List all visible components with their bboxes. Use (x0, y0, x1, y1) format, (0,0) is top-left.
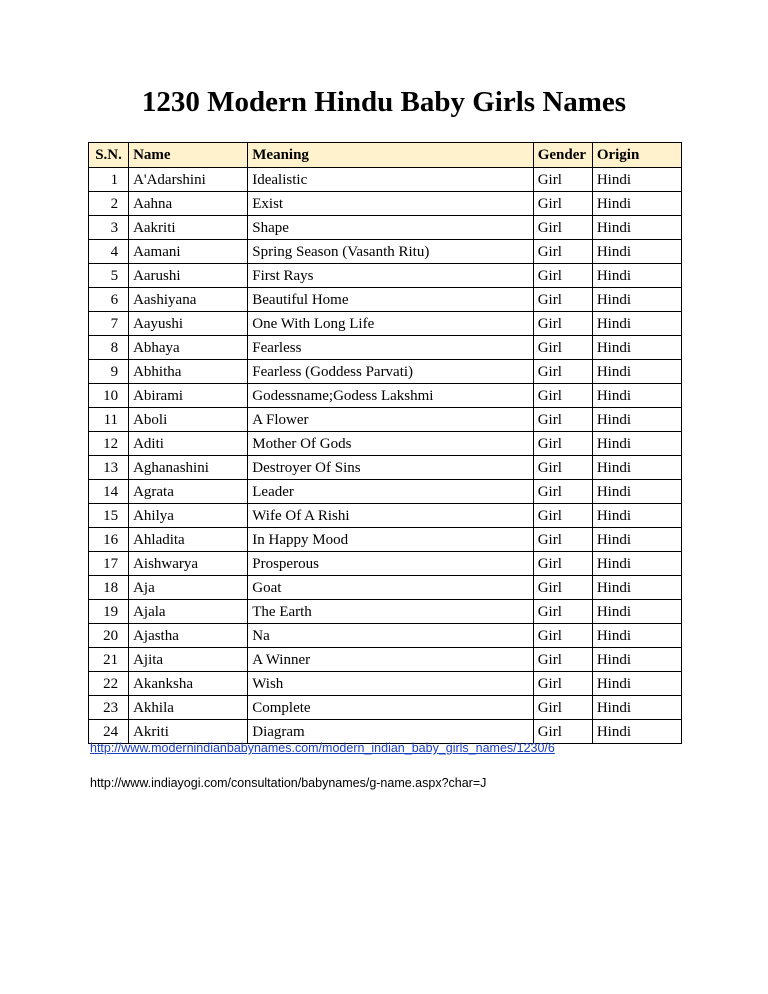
table-row (89, 480, 682, 504)
cell-origin: Hindi (592, 264, 681, 288)
cell-meaning: Spring Season (Vasanth Ritu) (248, 240, 533, 264)
cell-name: Aashiyana (129, 288, 248, 312)
table-row (89, 384, 682, 408)
cell-meaning: A Flower (248, 408, 533, 432)
cell-gender: Girl (533, 456, 592, 480)
cell-origin: Hindi (592, 576, 681, 600)
cell-origin: Hindi (592, 720, 681, 744)
cell-origin: Hindi (592, 312, 681, 336)
cell-sn: 17 (89, 552, 129, 576)
cell-gender: Girl (533, 312, 592, 336)
cell-origin: Hindi (592, 696, 681, 720)
cell-name: Aakriti (129, 216, 248, 240)
cell-sn: 15 (89, 504, 129, 528)
cell-meaning: The Earth (248, 600, 533, 624)
header-sn: S.N. (89, 143, 129, 168)
table-row (89, 264, 682, 288)
cell-meaning: Complete (248, 696, 533, 720)
cell-sn: 1 (89, 168, 129, 192)
cell-name: Ahladita (129, 528, 248, 552)
cell-sn: 13 (89, 456, 129, 480)
cell-name: Ahilya (129, 504, 248, 528)
cell-sn: 4 (89, 240, 129, 264)
cell-meaning: Beautiful Home (248, 288, 533, 312)
cell-name: Aghanashini (129, 456, 248, 480)
cell-name: Abhitha (129, 360, 248, 384)
cell-meaning: Prosperous (248, 552, 533, 576)
cell-name: Ajita (129, 648, 248, 672)
cell-gender: Girl (533, 672, 592, 696)
cell-sn: 9 (89, 360, 129, 384)
cell-meaning: First Rays (248, 264, 533, 288)
cell-meaning: Shape (248, 216, 533, 240)
cell-origin: Hindi (592, 624, 681, 648)
cell-gender: Girl (533, 264, 592, 288)
cell-name: Abirami (129, 384, 248, 408)
cell-name: Aditi (129, 432, 248, 456)
cell-meaning: Godessname;Godess Lakshmi (248, 384, 533, 408)
cell-sn: 11 (89, 408, 129, 432)
cell-sn: 8 (89, 336, 129, 360)
cell-sn: 16 (89, 528, 129, 552)
cell-gender: Girl (533, 432, 592, 456)
cell-name: Aboli (129, 408, 248, 432)
table-row (89, 648, 682, 672)
table-row (89, 720, 682, 744)
cell-origin: Hindi (592, 408, 681, 432)
cell-origin: Hindi (592, 648, 681, 672)
cell-name: Ajala (129, 600, 248, 624)
cell-gender: Girl (533, 720, 592, 744)
cell-origin: Hindi (592, 600, 681, 624)
cell-origin: Hindi (592, 672, 681, 696)
cell-gender: Girl (533, 624, 592, 648)
cell-gender: Girl (533, 384, 592, 408)
table-row (89, 576, 682, 600)
cell-name: Abhaya (129, 336, 248, 360)
cell-gender: Girl (533, 504, 592, 528)
cell-meaning: Goat (248, 576, 533, 600)
cell-name: Akanksha (129, 672, 248, 696)
cell-gender: Girl (533, 360, 592, 384)
cell-gender: Girl (533, 576, 592, 600)
table-row (89, 600, 682, 624)
cell-gender: Girl (533, 216, 592, 240)
table-row (89, 312, 682, 336)
cell-name: Aahna (129, 192, 248, 216)
table-row (89, 336, 682, 360)
names-table (88, 142, 682, 744)
cell-meaning: Wish (248, 672, 533, 696)
cell-meaning: In Happy Mood (248, 528, 533, 552)
cell-name: Agrata (129, 480, 248, 504)
cell-name: Aishwarya (129, 552, 248, 576)
cell-meaning: Fearless (248, 336, 533, 360)
header-gender: Gender (533, 143, 592, 168)
cell-gender: Girl (533, 696, 592, 720)
cell-gender: Girl (533, 192, 592, 216)
cell-gender: Girl (533, 552, 592, 576)
cell-meaning: Exist (248, 192, 533, 216)
cell-meaning: Fearless (Goddess Parvati) (248, 360, 533, 384)
cell-origin: Hindi (592, 504, 681, 528)
cell-origin: Hindi (592, 336, 681, 360)
cell-meaning: Wife Of A Rishi (248, 504, 533, 528)
table-row (89, 456, 682, 480)
table-row (89, 504, 682, 528)
cell-origin: Hindi (592, 288, 681, 312)
header-origin: Origin (592, 143, 681, 168)
table-row (89, 288, 682, 312)
cell-gender: Girl (533, 240, 592, 264)
page-title: 1230 Modern Hindu Baby Girls Names (141, 86, 627, 118)
table-row (89, 240, 682, 264)
cell-gender: Girl (533, 528, 592, 552)
cell-name: Akhila (129, 696, 248, 720)
cell-gender: Girl (533, 408, 592, 432)
cell-origin: Hindi (592, 168, 681, 192)
cell-origin: Hindi (592, 456, 681, 480)
cell-name: A'Adarshini (129, 168, 248, 192)
table-row (89, 192, 682, 216)
table-body (89, 168, 682, 744)
cell-sn: 23 (89, 696, 129, 720)
cell-sn: 6 (89, 288, 129, 312)
cell-gender: Girl (533, 648, 592, 672)
cell-meaning: Mother Of Gods (248, 432, 533, 456)
cell-sn: 10 (89, 384, 129, 408)
cell-gender: Girl (533, 288, 592, 312)
table-row (89, 432, 682, 456)
cell-origin: Hindi (592, 384, 681, 408)
table-row (89, 168, 682, 192)
source-link[interactable]: http://www.modernindianbabynames.com/modern_indian_baby_girls_names/1230/6 (90, 741, 555, 755)
cell-name: Aayushi (129, 312, 248, 336)
cell-sn: 18 (89, 576, 129, 600)
cell-origin: Hindi (592, 216, 681, 240)
cell-meaning: Idealistic (248, 168, 533, 192)
header-meaning: Meaning (248, 143, 533, 168)
cell-name: Aja (129, 576, 248, 600)
cell-name: Aarushi (129, 264, 248, 288)
cell-sn: 20 (89, 624, 129, 648)
table-row (89, 552, 682, 576)
secondary-url-text: http://www.indiayogi.com/consultation/babynames/g-name.aspx?char=J (90, 776, 487, 790)
cell-sn: 21 (89, 648, 129, 672)
cell-origin: Hindi (592, 240, 681, 264)
header-name: Name (129, 143, 248, 168)
cell-sn: 22 (89, 672, 129, 696)
table-row (89, 696, 682, 720)
cell-gender: Girl (533, 336, 592, 360)
cell-meaning: One With Long Life (248, 312, 533, 336)
cell-sn: 7 (89, 312, 129, 336)
cell-meaning: Na (248, 624, 533, 648)
cell-sn: 3 (89, 216, 129, 240)
table-row (89, 360, 682, 384)
cell-meaning: Leader (248, 480, 533, 504)
cell-name: Ajastha (129, 624, 248, 648)
table-row (89, 528, 682, 552)
table-row (89, 672, 682, 696)
table-header-row (89, 143, 682, 168)
table-row (89, 624, 682, 648)
cell-origin: Hindi (592, 360, 681, 384)
cell-meaning: A Winner (248, 648, 533, 672)
cell-sn: 12 (89, 432, 129, 456)
cell-name: Akriti (129, 720, 248, 744)
table-row (89, 216, 682, 240)
cell-gender: Girl (533, 480, 592, 504)
cell-sn: 19 (89, 600, 129, 624)
cell-sn: 24 (89, 720, 129, 744)
cell-origin: Hindi (592, 480, 681, 504)
cell-origin: Hindi (592, 192, 681, 216)
table-row (89, 408, 682, 432)
cell-sn: 14 (89, 480, 129, 504)
cell-meaning: Diagram (248, 720, 533, 744)
cell-meaning: Destroyer Of Sins (248, 456, 533, 480)
cell-origin: Hindi (592, 528, 681, 552)
cell-origin: Hindi (592, 552, 681, 576)
cell-gender: Girl (533, 600, 592, 624)
cell-sn: 5 (89, 264, 129, 288)
cell-name: Aamani (129, 240, 248, 264)
cell-origin: Hindi (592, 432, 681, 456)
cell-gender: Girl (533, 168, 592, 192)
cell-sn: 2 (89, 192, 129, 216)
